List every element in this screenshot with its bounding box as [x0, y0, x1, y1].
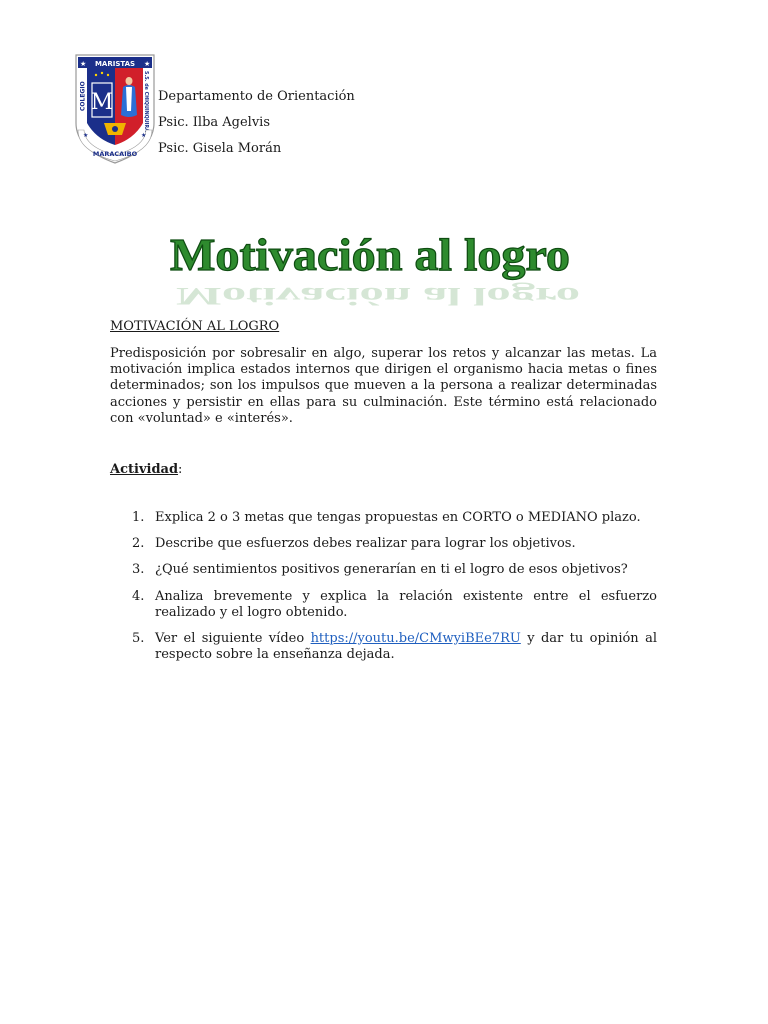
svg-text:★: ★	[83, 132, 89, 139]
crest-left-text: COLEGIO	[79, 81, 87, 111]
video-link[interactable]: https://youtu.be/CMwyiBEe7RU	[310, 631, 521, 647]
main-content	[110, 318, 657, 673]
activity-list	[110, 510, 657, 663]
header-department-info	[158, 84, 355, 162]
section-heading: MOTIVACIÓN AL LOGRO	[110, 319, 280, 334]
svg-text:★: ★	[80, 60, 87, 68]
list-item-number: 4.	[132, 588, 145, 604]
list-item-text-after: y dar tu opinión al respecto sobre la enseñanza dejada.	[155, 631, 657, 663]
list-item	[110, 589, 657, 621]
psychologist-2: Psic. Gisela Morán	[158, 141, 282, 156]
wordart-reflection: Motivación al logro	[176, 282, 580, 310]
school-crest-logo	[74, 53, 156, 165]
list-item-number: 5.	[132, 631, 145, 647]
crest-bottom-text: MARACAIBO	[92, 150, 138, 158]
list-item-number: 3.	[132, 562, 145, 578]
list-item	[110, 510, 657, 526]
svg-text:★: ★	[141, 132, 147, 139]
list-item	[110, 631, 657, 663]
list-item-text: Describe que esfuerzos debes realizar para lograr los objetivos.	[155, 536, 576, 552]
definition-paragraph: Predisposición por sobresalir en algo, superar los retos y alcanzar las metas. La motivación implica estados internos que dirigen el organismo hacia metas o fines determinados; son los impulsos que mueven a la persona a realizar determinadas acciones y persistir en ellas para su culminación. Este término está relacionado con «voluntad» e «interés».	[110, 346, 657, 426]
wordart-title	[168, 222, 598, 310]
list-item	[110, 562, 657, 578]
svg-text:★: ★	[144, 60, 151, 68]
activity-colon: :	[178, 462, 183, 478]
crest-monogram: M	[90, 90, 114, 115]
list-item-text-before: Ver el siguiente vídeo	[155, 631, 311, 647]
wordart-text: Motivación al logro	[170, 229, 570, 280]
list-item	[110, 536, 657, 552]
activity-label: Actividad	[110, 462, 179, 478]
psychologist-1: Psic. Ilba Agelvis	[158, 115, 271, 130]
list-item-text: Analiza brevemente y explica la relación existente entre el esfuerzo realizado y el logro obtenido.	[155, 588, 657, 620]
crest-right-text: S.S. de CHIQUINQUIRÁ	[143, 71, 148, 132]
list-item-text: Explica 2 o 3 metas que tengas propuestas en CORTO o MEDIANO plazo.	[155, 510, 641, 526]
crest-top-text: MARISTAS	[94, 59, 136, 68]
department-name: Departamento de Orientación	[158, 89, 355, 104]
activity-heading	[110, 461, 657, 479]
list-item-number: 1.	[132, 510, 145, 526]
list-item-number: 2.	[132, 536, 145, 552]
list-item-text: ¿Qué sentimientos positivos generarían en ti el logro de esos objetivos?	[155, 562, 628, 578]
